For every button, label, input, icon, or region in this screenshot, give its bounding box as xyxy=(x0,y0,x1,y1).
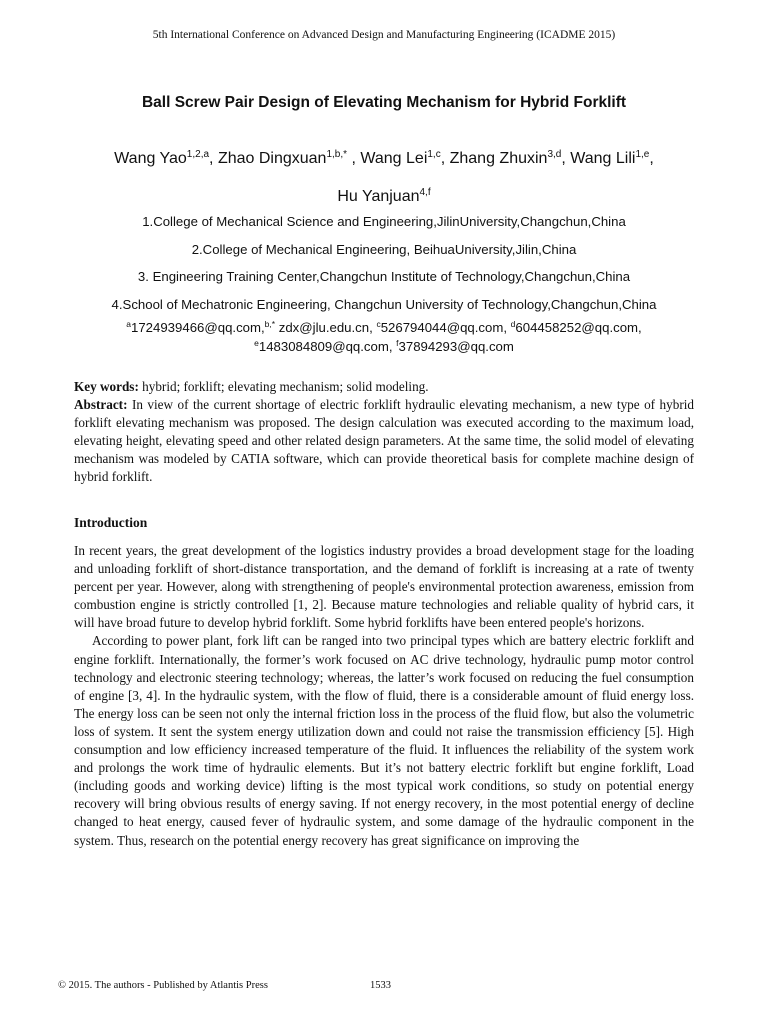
abstract xyxy=(74,396,694,486)
copyright: © 2015. The authors - Published by Atlantis Press xyxy=(58,980,268,991)
affiliation: 4.School of Mechatronic Engineering, Changchun University of Technology,Changchun,China xyxy=(111,296,657,312)
author-line-2 xyxy=(0,178,768,216)
author-affil-sup: 1,2,a xyxy=(186,149,210,160)
affiliation: 2.College of Mechanical Engineering, BeihuaUniversity,Jilin,China xyxy=(191,241,577,257)
author-affil-sup: 1,e xyxy=(635,149,650,160)
author-name: Wang Lei xyxy=(360,150,428,167)
author-affil-sup: 1,b,* xyxy=(326,149,348,160)
email-line-1 xyxy=(0,318,768,337)
email-sup: e xyxy=(254,338,259,348)
keywords xyxy=(74,378,694,396)
author-line-1: Wang Yao$^{1,2,a}$, Zhao Dingxuan$^{1,b,*}$ , Wang Lei$^{1,c}$, Zhang Zhuxin$^{3,d}$, Wang Lili$^{1,e}$, xyxy=(114,149,654,167)
paragraph: According to power plant, fork lift can be ranged into two principal types which are battery electric forklift and engine forklift. Internationally, the former’s work focused on AC drive technology, hydraulic pump motor control technology and electronic steering technology; whereas, the latter’s work focused on reducing the fuel consumption of engine [3, 4]. In the hydraulic system, with the flow of fluid, there is a considerable amount of fluid energy loss. The energy loss can be seen not only the internal friction loss in the process of the fluid flow, but also the volumetric loss of system. It sent the system energy utilization down and could not raise the transmission efficiency [5]. High consumption and low efficiency increased temperature of the fluid. It influences the reliability of the system work and prolongs the work time of hydraulic elements. But it’s not battery electric forklift but engine forklift, Load (including goods and working device) lifting is the most typical work conditions, so study on potential energy recovery will bring obvious results of energy saving. If not energy recovery, in the most potential energy of decline changed to heat energy, caused fever of hydraulic system, and some damage of the hydraulic component in the system. Thus, research on the potential energy recovery has great significance on improving the xyxy=(74,633,694,848)
email[interactable]: 1724939466@qq.com, xyxy=(131,320,265,335)
affiliation: 3. Engineering Training Center,Changchun Institute of Technology,Changchun,China xyxy=(137,269,631,284)
email[interactable]: 526794044@qq.com, xyxy=(380,320,507,335)
email-sup: c xyxy=(376,319,381,329)
email-sup: a xyxy=(126,319,132,329)
email-sup: f xyxy=(396,338,399,348)
affiliation-list xyxy=(0,212,768,322)
author-name: Hu Yanjuan xyxy=(337,188,420,205)
email[interactable]: 1483084809@qq.com, xyxy=(258,339,393,354)
page-number: 1533 xyxy=(370,980,391,991)
email-sup: b,* xyxy=(264,319,276,329)
paper-title: Ball Screw Pair Design of Elevating Mechanism for Hybrid Forklift xyxy=(141,94,627,111)
affiliation: 1.College of Mechanical Science and Engineering,JilinUniversity,Changchun,China xyxy=(142,214,626,229)
author-list xyxy=(0,140,768,216)
abstract-label: Abstract: xyxy=(74,397,128,413)
email[interactable]: zdx@jlu.edu.cn, xyxy=(278,320,373,335)
email-line-2 xyxy=(0,337,768,356)
author-name: Zhao Dingxuan xyxy=(217,150,327,167)
page-footer xyxy=(58,980,458,991)
introduction-heading: Introduction xyxy=(74,515,148,530)
email-list xyxy=(0,318,768,356)
keywords-label: Key words: xyxy=(74,379,139,394)
author-affil-sup: 3,d xyxy=(547,149,562,160)
paragraph: In recent years, the great development of the logistics industry provides a broad development stage for the loading and unloading forklift of short-distance transportation, and the demand of forklift is increasing at a rate of twenty percent per year. However, along with strengthening of people's environmental protection awareness, emission from combustion engine is strictly controlled [1, 2]. Because mature technologies and reliable quality of hybrid cars, it will have broad future to develop hybrid forklift. Some hybrid forklifts have been entered people's horizons. xyxy=(74,543,694,631)
author-affil-sup: 4,f xyxy=(419,187,431,198)
conference-header: 5th International Conference on Advanced Design and Manufacturing Engineering (ICADME 2015) xyxy=(152,29,616,41)
email-sup: d xyxy=(510,319,516,329)
email[interactable]: 37894293@qq.com xyxy=(398,339,514,354)
email[interactable]: 604458252@qq.com, xyxy=(515,320,642,335)
author-affil-sup: 1,c xyxy=(427,149,441,160)
author-name: Wang Lili xyxy=(570,150,636,167)
introduction-body xyxy=(74,542,694,850)
keywords-text: hybrid; forklift; elevating mechanism; solid modeling. xyxy=(142,379,429,394)
author-name: Wang Yao xyxy=(114,150,187,167)
abstract-text: In view of the current shortage of electric forklift hydraulic elevating mechanism, a new type of hybrid forklift elevating mechanism was proposed. The design calculation was executed according to the maximum load, elevating height, elevating speed and other related design parameters. At the same time, the solid model of elevating mechanism was modeled by CATIA software, which can provide theoretical basis for complete machine design of hybrid forklift. xyxy=(74,397,694,485)
keywords-abstract-block xyxy=(74,378,694,487)
author-name: Zhang Zhuxin xyxy=(449,150,548,167)
